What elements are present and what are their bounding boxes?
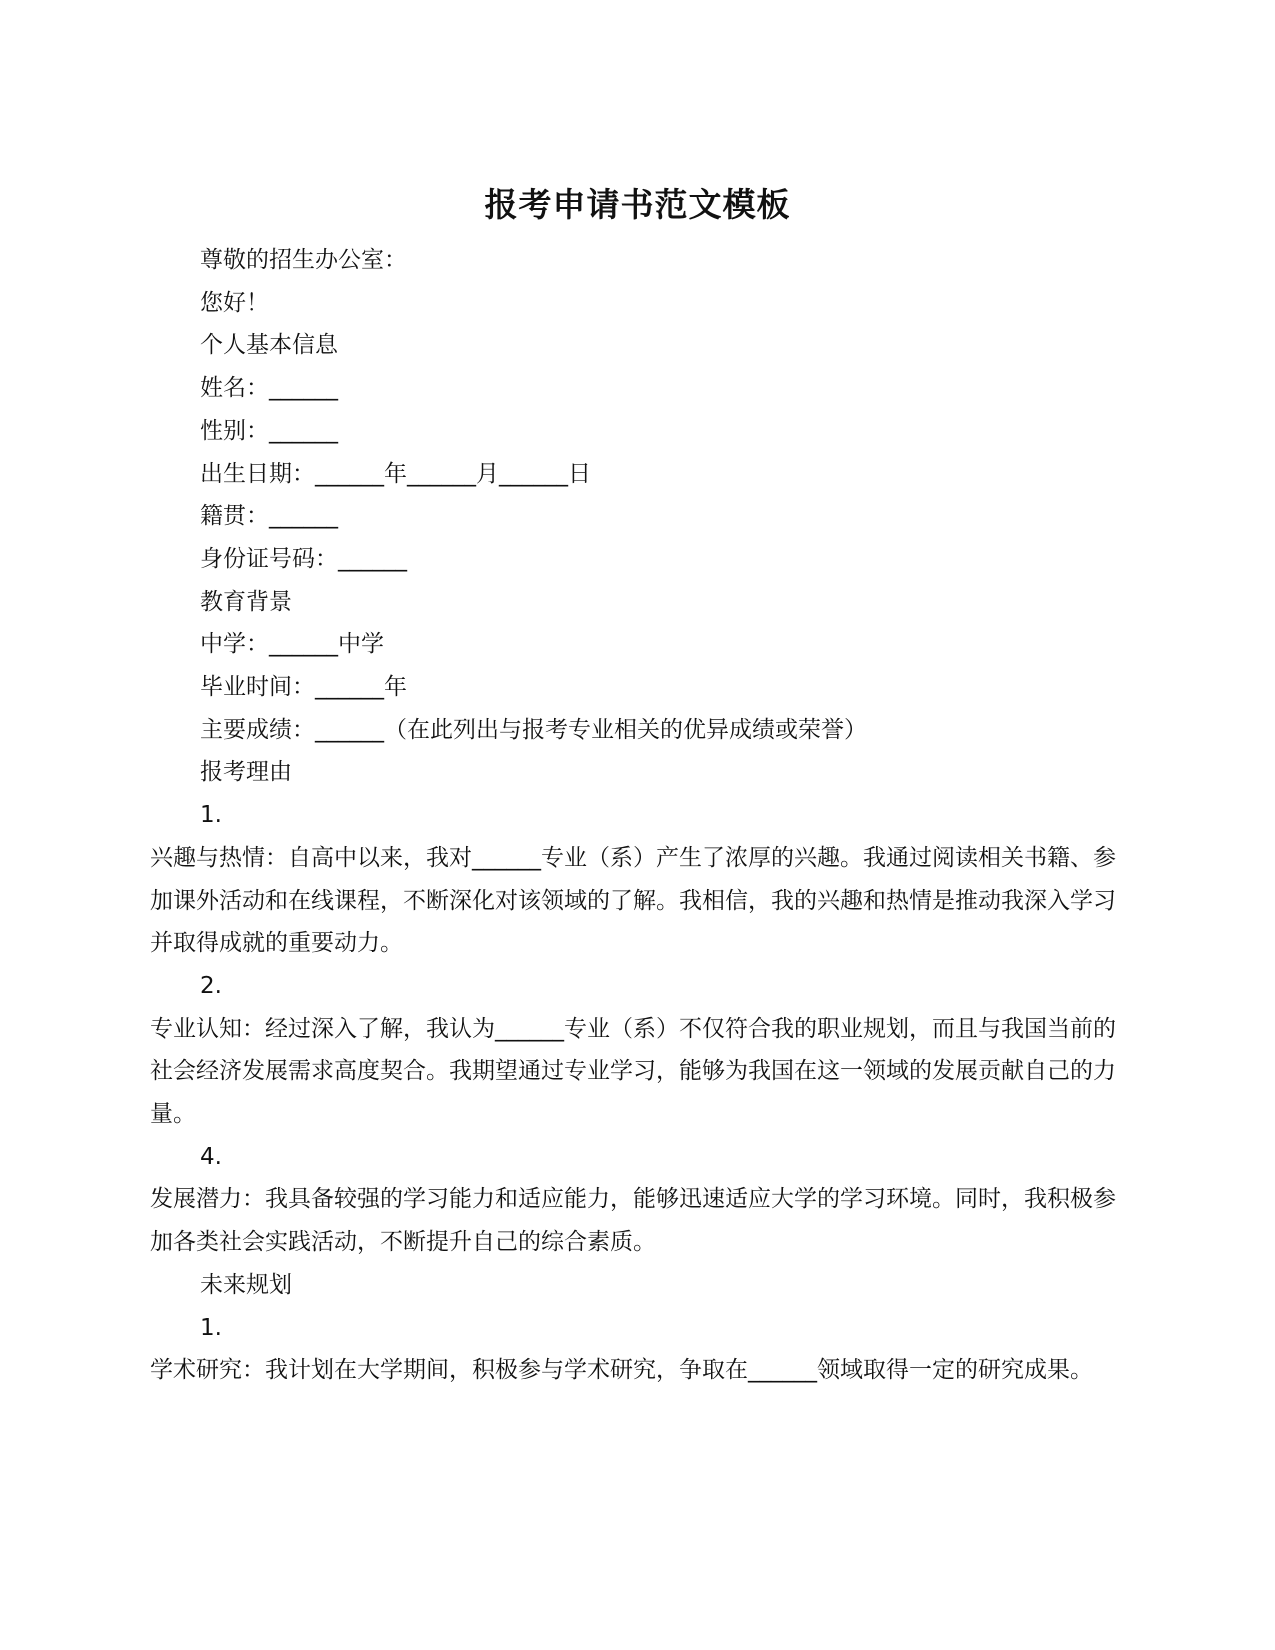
reason-4-paragraph: 发展潜力：我具备较强的学习能力和适应能力，能够迅速适应大学的学习环境。同时，我积极参加各类社会实践活动，不断提升自己的综合素质。 [150,1186,1116,1256]
field-graduation-time: 毕业时间：______年 [200,674,407,701]
salutation: 尊敬的招生办公室： [200,247,407,273]
field-name: 姓名：______ [200,375,338,402]
future-1-paragraph: 学术研究：我计划在大学期间，积极参与学术研究，争取在______领域取得一定的研究成果。 [150,1357,1093,1384]
section-heading-reasons: 报考理由 [200,759,292,786]
reason-2-paragraph: 专业认知：经过深入了解，我认为______专业（系）不仅符合我的职业规划，而且与我国当前的社会经济发展需求高度契合。我期望通过专业学习，能够为我国在这一领域的发展贡献自己的力量。 [150,1015,1116,1128]
section-heading-personal-info: 个人基本信息 [200,332,338,359]
field-gender: 性别：______ [200,417,338,444]
field-birthdate: 出生日期：______年______月______日 [200,460,591,487]
greeting: 您好！ [200,289,269,316]
document-body [150,239,1130,1392]
reason-1-number: 1. [200,802,222,829]
future-1-number: 1. [200,1314,222,1341]
field-id-number: 身份证号码：______ [200,545,407,572]
document-title: 报考申请书范文模板 [484,185,791,224]
reason-1-paragraph: 兴趣与热情：自高中以来，我对______专业（系）产生了浓厚的兴趣。我通过阅读相关书籍、参加课外活动和在线课程，不断深化对该领域的了解。我相信，我的兴趣和热情是推动我深入学习并取得成就的重要动力。 [150,844,1116,957]
field-middle-school: 中学：______中学 [200,631,384,658]
reason-2-number: 2. [200,972,222,999]
field-native-place: 籍贯：______ [200,503,338,530]
field-achievements: 主要成绩：______（在此列出与报考专业相关的优异成绩或荣誉） [200,716,867,743]
reason-4-number: 4. [200,1143,222,1170]
section-heading-education: 教育背景 [200,588,292,615]
section-heading-future-plans: 未来规划 [200,1271,292,1298]
